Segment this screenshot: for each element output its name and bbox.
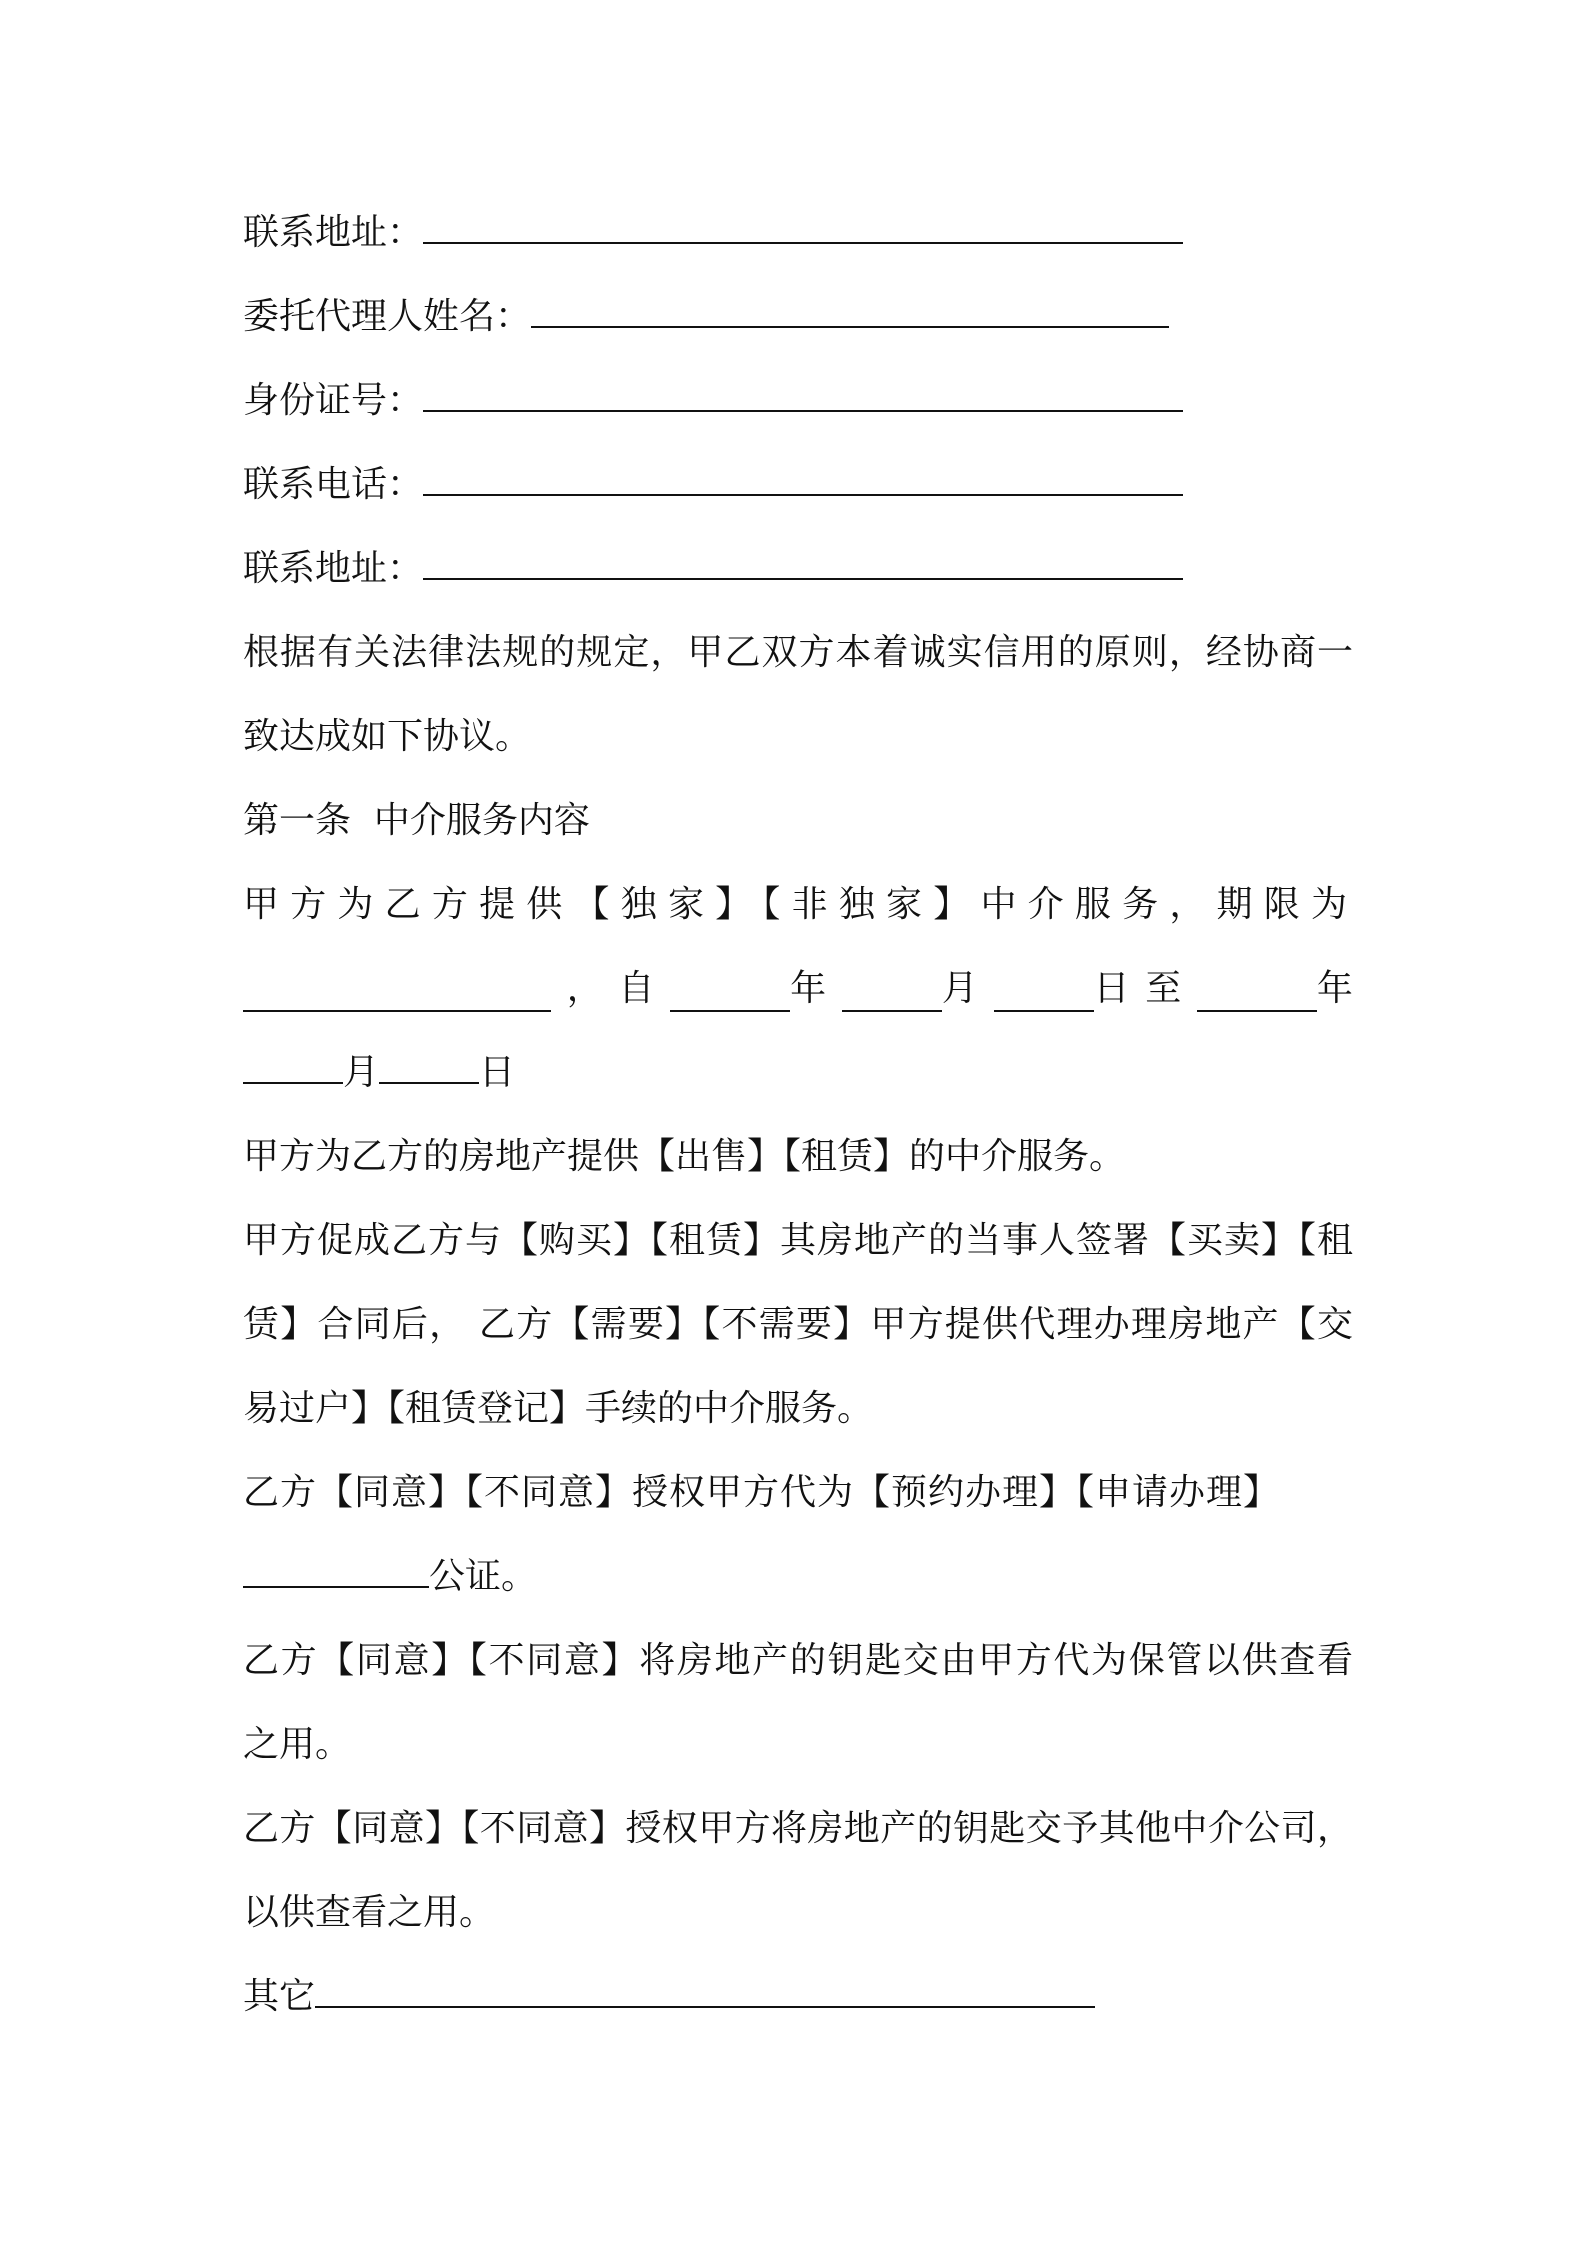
field-label: 联系地址： <box>243 548 424 589</box>
term-duration-blank[interactable] <box>243 980 551 1012</box>
field-contact-address-1 <box>243 210 1353 256</box>
from-text: 自 <box>618 968 655 1009</box>
month-text: 月 <box>941 968 978 1009</box>
other-terms-line <box>243 1974 1353 2020</box>
start-year-blank[interactable] <box>670 980 790 1012</box>
transaction-line-1: 甲方促成乙方与【购买】【租赁】其房地产的当事人签署【买卖】【租 <box>243 1220 1353 1261</box>
notary-text: 公证。 <box>429 1556 538 1597</box>
intro-line-1: 根据有关法律法规的规定，甲乙双方本着诚实信用的原则，经协商一 <box>243 632 1353 673</box>
to-text: 至 <box>1145 968 1182 1009</box>
start-month-blank[interactable] <box>842 980 942 1012</box>
end-year-blank[interactable] <box>1197 980 1317 1012</box>
notary-line-1: 乙方【同意】【不同意】授权甲方代为【预约办理】【申请办理】 <box>243 1472 1281 1513</box>
end-year-group <box>1197 966 1353 1012</box>
field-label: 委托代理人姓名： <box>243 296 532 337</box>
day-text: 日 <box>479 1052 516 1093</box>
fill-in-blank[interactable] <box>423 212 1183 244</box>
year-text: 年 <box>1316 968 1353 1009</box>
start-day-blank[interactable] <box>994 980 1094 1012</box>
end-month-blank[interactable] <box>243 1052 343 1084</box>
transaction-line-2: 赁】合同后， 乙方【需要】【不需要】甲方提供代理办理房地产【交 <box>243 1304 1353 1345</box>
service-term-line-3 <box>243 1050 1353 1096</box>
start-day-group <box>994 966 1130 1012</box>
service-term-line-2 <box>243 966 1353 1012</box>
field-label: 联系电话： <box>243 464 424 505</box>
start-year-group <box>670 966 826 1012</box>
field-label: 身份证号： <box>243 380 424 421</box>
other-terms-blank[interactable] <box>315 1976 1095 2008</box>
other-label: 其它 <box>243 1976 316 2017</box>
transaction-line-3: 易过户】【租赁登记】手续的中介服务。 <box>243 1388 874 1429</box>
day-text: 日 <box>1093 968 1130 1009</box>
comma-text: ， <box>566 968 603 1009</box>
service-term-line-1: 甲方为乙方提供【独家】【非独家】中介服务，期限为 <box>243 884 1353 925</box>
field-phone <box>243 462 1353 508</box>
fill-in-blank[interactable] <box>423 464 1183 496</box>
service-type-paragraph: 甲方为乙方的房地产提供【出售】【租赁】的中介服务。 <box>243 1136 1126 1177</box>
start-month-group <box>842 966 978 1012</box>
intro-line-2: 致达成如下协议。 <box>243 716 532 757</box>
key-share-line-2: 以供查看之用。 <box>243 1892 496 1933</box>
month-text: 月 <box>343 1052 380 1093</box>
field-contact-address-2 <box>243 546 1353 592</box>
notary-blank[interactable] <box>243 1556 429 1588</box>
article-heading: 第一条 中介服务内容 <box>243 800 590 841</box>
field-id-number <box>243 378 1353 424</box>
key-share-line-1: 乙方【同意】【不同意】授权甲方将房地产的钥匙交予其他中介公司， <box>243 1808 1353 1849</box>
end-day-blank[interactable] <box>379 1052 479 1084</box>
notary-line-2 <box>243 1554 1353 1600</box>
fill-in-blank[interactable] <box>423 380 1183 412</box>
year-text: 年 <box>790 968 827 1009</box>
fill-in-blank[interactable] <box>531 296 1169 328</box>
key-custody-line-2: 之用。 <box>243 1724 352 1765</box>
field-label: 联系地址： <box>243 212 424 253</box>
field-agent-name <box>243 294 1353 340</box>
fill-in-blank[interactable] <box>423 548 1183 580</box>
key-custody-line-1: 乙方【同意】【不同意】将房地产的钥匙交由甲方代为保管以供查看 <box>243 1640 1353 1681</box>
